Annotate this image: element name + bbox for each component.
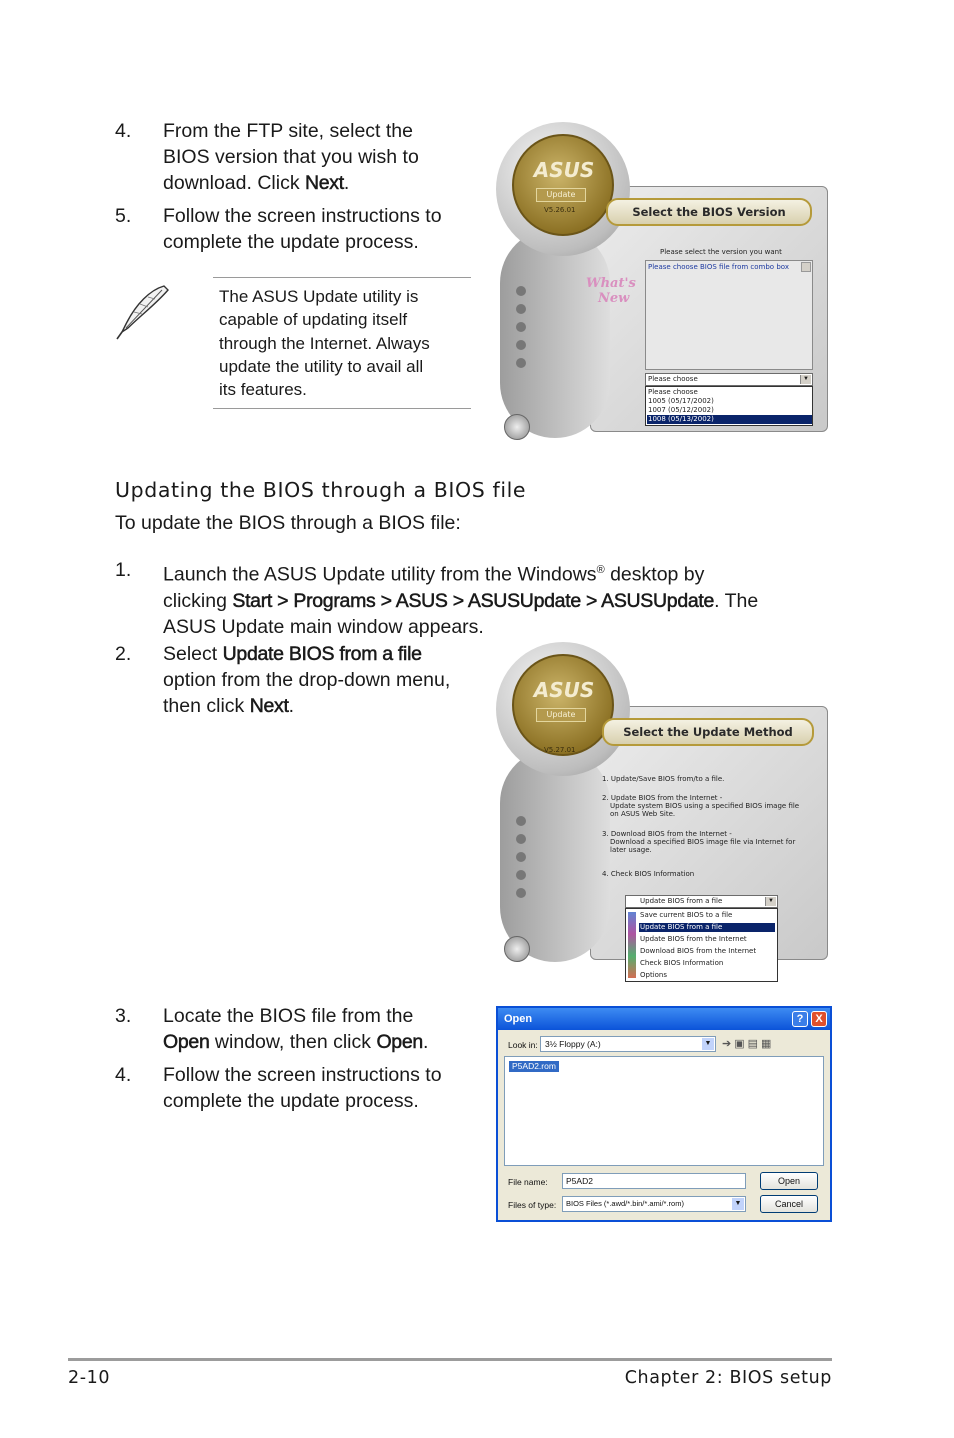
next-term: Next <box>304 172 344 194</box>
dropdown-option[interactable]: Check BIOS Information <box>640 959 724 967</box>
next-term: Next <box>249 695 289 717</box>
chapter-label: Chapter 2: BIOS setup <box>624 1368 832 1388</box>
file-name-value: P5AD2 <box>566 1176 593 1186</box>
version-text: V5.27.01 <box>544 746 576 754</box>
combo-value: Please choose <box>648 375 698 383</box>
note-line: through the Internet. Always <box>219 333 430 353</box>
option-icons <box>628 912 636 978</box>
whats-new-label <box>586 276 636 306</box>
quill-pen-icon <box>112 282 174 344</box>
dropdown-option-selected[interactable]: 1008 (05/13/2002) <box>647 415 812 424</box>
new-folder-icon[interactable]: ▤ <box>747 1038 762 1050</box>
text-line <box>163 1029 428 1055</box>
cancel-button[interactable]: Cancel <box>760 1195 818 1213</box>
text: then click <box>163 695 250 717</box>
text: download. Click <box>163 172 305 194</box>
update-badge: Update <box>536 708 586 722</box>
step-text <box>163 118 419 196</box>
view-menu-icon[interactable]: ▦ <box>761 1038 775 1050</box>
open-dialog-screenshot <box>496 1006 832 1222</box>
text-line: complete the update process. <box>163 231 419 253</box>
text: Launch the ASUS Update utility from the Windows <box>163 563 597 586</box>
update-badge: Update <box>536 188 586 202</box>
step-number: 5. <box>115 205 132 227</box>
look-in-label: Look in: <box>508 1040 538 1050</box>
listbox-item[interactable]: Please choose BIOS file from combo box <box>648 263 789 271</box>
dialog-titlebar <box>498 1008 830 1030</box>
note-top-rule <box>213 277 471 278</box>
text-line: From the FTP site, select the <box>163 120 413 142</box>
text-line: Follow the screen instructions to <box>163 1064 442 1086</box>
registered-mark: ® <box>596 564 605 576</box>
look-in-combo[interactable] <box>540 1036 716 1052</box>
page-number: 2-10 <box>68 1368 111 1388</box>
step-text <box>163 203 442 255</box>
chevron-down-icon[interactable]: ▼ <box>702 1038 714 1050</box>
method-dropdown-list[interactable] <box>625 908 778 982</box>
tab-select-bios-version: Select the BIOS Version <box>606 198 812 226</box>
dropdown-option[interactable]: Download BIOS from the Internet <box>640 947 757 955</box>
round-button[interactable] <box>504 414 530 440</box>
note-line: The ASUS Update utility is <box>219 287 419 306</box>
method-item: 4. Check BIOS Information <box>602 870 695 878</box>
dropdown-option[interactable]: 1007 (05/12/2002) <box>648 406 714 414</box>
text: clicking <box>163 589 233 612</box>
text-line <box>163 557 758 588</box>
text-line <box>163 693 450 719</box>
whats-new-line: New <box>598 291 630 306</box>
asus-update-method-screenshot <box>494 640 834 988</box>
chevron-down-icon[interactable]: ▼ <box>765 897 776 906</box>
look-in-value: 3½ Floppy (A:) <box>545 1039 601 1049</box>
step-text <box>163 1062 442 1114</box>
method-desc: Download a specified BIOS image file via Internet for <box>610 838 796 846</box>
file-item-selected[interactable]: P5AD2.rom <box>509 1061 559 1072</box>
text: . <box>343 172 350 194</box>
asus-logo: ASUS <box>533 678 595 702</box>
intro-text: To update the BIOS through a BIOS file: <box>115 512 461 534</box>
chevron-down-icon[interactable]: ▼ <box>800 375 811 384</box>
text: . <box>422 1031 429 1053</box>
method-desc: later usage. <box>610 846 652 854</box>
step-number: 3. <box>115 1005 132 1027</box>
gold-disc <box>512 134 614 236</box>
step-number: 2. <box>115 643 132 665</box>
file-type-combo[interactable] <box>562 1196 746 1212</box>
step-number: 4. <box>115 120 132 142</box>
text-line: Locate the BIOS file from the <box>163 1005 414 1027</box>
method-desc: Update system BIOS using a specified BIOS image file <box>610 802 800 810</box>
side-buttons <box>516 286 526 396</box>
prompt-text: Please select the version you want <box>660 248 782 256</box>
dialog-title: Open <box>504 1013 533 1025</box>
menu-path: Start > Programs > ASUS > ASUSUpdate > ASUSUpdate <box>232 589 715 612</box>
note-line: its features. <box>219 380 307 400</box>
tab-select-update-method: Select the Update Method <box>602 718 814 746</box>
note-text <box>219 285 430 401</box>
file-type-value: BIOS Files (*.awd/*.bin/*.ami/*.rom) <box>566 1199 684 1208</box>
text-line: BIOS version that you wish to <box>163 146 419 168</box>
text-line <box>163 170 419 196</box>
text: Select <box>163 643 223 665</box>
version-listbox[interactable] <box>645 260 813 370</box>
text-line <box>163 588 758 614</box>
method-item: 2. Update BIOS from the Internet - <box>602 794 723 802</box>
combo-value: Update BIOS from a file <box>640 897 723 905</box>
step-text <box>163 1003 428 1055</box>
text-line <box>163 641 450 667</box>
dropdown-option[interactable]: 1005 (05/17/2002) <box>648 397 714 405</box>
step-text <box>163 557 758 640</box>
step-number: 1. <box>115 559 132 581</box>
back-arrow-icon[interactable]: ➔ <box>722 1038 735 1050</box>
text-line: complete the update process. <box>163 1090 419 1112</box>
open-term: Open <box>376 1031 423 1053</box>
option-term: Update BIOS from a file <box>222 643 422 665</box>
open-button[interactable]: Open <box>760 1172 818 1190</box>
step-number: 4. <box>115 1064 132 1086</box>
gold-disc <box>512 654 614 756</box>
note-line: update the utility to avail all <box>219 356 424 376</box>
toolbar-icons[interactable] <box>722 1036 812 1052</box>
file-name-input[interactable] <box>562 1173 746 1189</box>
note-bottom-rule <box>213 408 471 409</box>
dropdown-option[interactable]: Please choose <box>648 388 698 396</box>
whats-new-line: What's <box>586 276 636 291</box>
dropdown-option[interactable]: Update BIOS from the Internet <box>640 935 747 943</box>
close-button[interactable]: X <box>811 1011 827 1027</box>
dropdown-option[interactable]: Options <box>640 971 668 979</box>
text-line: option from the drop-down menu, <box>163 669 451 691</box>
step-text <box>163 641 450 719</box>
text: desktop by <box>604 563 705 586</box>
file-name-label: File name: <box>508 1177 548 1187</box>
dropdown-option[interactable]: Save current BIOS to a file <box>640 911 733 919</box>
text-line: ASUS Update main window appears. <box>163 615 484 638</box>
chevron-down-icon[interactable]: ▼ <box>732 1198 744 1210</box>
version-dropdown-list[interactable] <box>645 386 813 426</box>
method-combo[interactable] <box>625 895 778 908</box>
note-line: capable of updating itself <box>219 310 408 330</box>
asus-logo: ASUS <box>533 158 595 182</box>
up-folder-icon[interactable]: ▣ <box>734 1038 748 1050</box>
method-item: 3. Download BIOS from the Internet - <box>602 830 732 838</box>
text: . The <box>714 589 759 612</box>
version-text: V5.26.01 <box>544 206 576 214</box>
footer-rule <box>68 1358 832 1361</box>
text: window, then click <box>209 1031 377 1053</box>
asus-update-bios-version-screenshot <box>494 118 834 440</box>
side-buttons <box>516 816 526 926</box>
text: . <box>288 695 295 717</box>
method-desc: on ASUS Web Site. <box>610 810 676 818</box>
text-line: Follow the screen instructions to <box>163 205 442 227</box>
version-combo[interactable] <box>645 373 813 386</box>
file-list[interactable] <box>504 1056 824 1166</box>
section-heading: Updating the BIOS through a BIOS file <box>115 478 527 502</box>
help-button[interactable]: ? <box>792 1011 808 1027</box>
round-button[interactable] <box>504 936 530 962</box>
method-item: 1. Update/Save BIOS from/to a file. <box>602 775 725 783</box>
open-term: Open <box>163 1031 210 1053</box>
dropdown-option-selected[interactable]: Update BIOS from a file <box>639 923 775 932</box>
file-type-label: Files of type: <box>508 1200 557 1210</box>
